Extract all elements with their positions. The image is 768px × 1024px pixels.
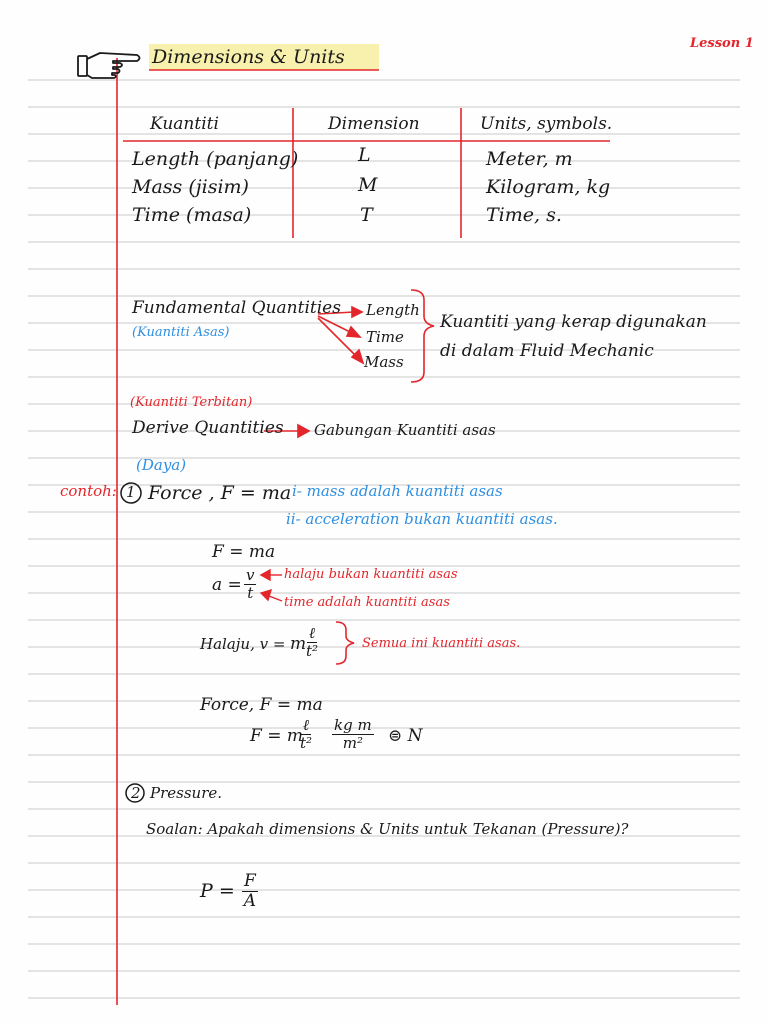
p-numerator: F xyxy=(244,871,256,891)
p-fraction xyxy=(242,873,258,910)
halaju-lhs: Halaju, v = xyxy=(200,635,286,653)
table-row-quantity: Length (panjang) xyxy=(132,148,299,170)
table-row-quantity: Mass (jisim) xyxy=(132,176,249,198)
question-text: Soalan: Apakah dimensions & Units untuk Tekanan (Pressure)? xyxy=(146,820,629,838)
item1-text: Force , F = ma xyxy=(148,482,292,504)
unit-denominator: m² xyxy=(342,734,363,752)
fundamental-note-line1: Kuantiti yang kerap digunakan xyxy=(440,312,707,332)
f-equation: F = ma xyxy=(212,542,276,562)
note-ii: ii- acceleration bukan kuantiti asas. xyxy=(286,510,558,528)
p-denominator: A xyxy=(243,891,257,911)
force-denominator: t² xyxy=(300,734,313,752)
semua-note: Semua ini kuantiti asas. xyxy=(362,636,521,651)
fundamental-item-length: Length xyxy=(366,301,420,319)
unit-numerator: kg m xyxy=(334,716,372,734)
table-header-units: Units, symbols. xyxy=(480,114,613,134)
item2-number: 2 xyxy=(131,784,141,802)
force-line: Force, F = ma xyxy=(200,695,323,715)
brace-semua xyxy=(336,622,354,664)
force-fraction xyxy=(300,718,312,751)
table-row-unit: Meter, m xyxy=(486,148,573,170)
pointing-hand-icon xyxy=(78,53,140,78)
derive-label-malay: (Kuantiti Terbitan) xyxy=(130,395,253,410)
force-numerator: ℓ xyxy=(302,716,310,734)
a-numerator: v xyxy=(246,566,255,584)
force-f: F = m xyxy=(250,726,303,746)
table-row-dimension: T xyxy=(360,204,373,226)
fundamental-note-line2: di dalam Fluid Mechanic xyxy=(440,341,654,361)
fundamental-item-mass: Mass xyxy=(364,353,404,371)
velocity-arrows xyxy=(261,570,282,601)
derive-target: Gabungan Kuantiti asas xyxy=(314,421,496,439)
fundamental-label: Fundamental Quantities xyxy=(132,298,341,318)
fundamental-label-malay: (Kuantiti Asas) xyxy=(132,325,230,340)
table-header-quantity: Kuantiti xyxy=(150,114,219,134)
item2-text: Pressure. xyxy=(150,784,223,802)
velocity-note: halaju bukan kuantiti asas xyxy=(284,567,458,582)
halaju-numerator: ℓ xyxy=(308,624,316,642)
equivalent-unit: ⊜ N xyxy=(388,726,423,746)
table-row-dimension: L xyxy=(358,144,371,166)
time-note: time adalah kuantiti asas xyxy=(284,595,450,610)
table-row-unit: Kilogram, kg xyxy=(486,176,611,198)
table-row-unit: Time, s. xyxy=(486,204,562,226)
a-equation-lhs: a = xyxy=(212,575,242,595)
halaju-m: m xyxy=(290,634,307,654)
a-denominator: t xyxy=(247,584,254,602)
page-title: Dimensions & Units xyxy=(152,46,345,68)
table-row-dimension: M xyxy=(358,174,378,196)
contoh-label: contoh: xyxy=(60,482,117,500)
a-fraction xyxy=(244,568,256,601)
unit-fraction xyxy=(332,718,374,751)
note-i: i- mass adalah kuantiti asas xyxy=(292,482,503,500)
daya-label: (Daya) xyxy=(136,456,187,474)
halaju-fraction xyxy=(306,626,318,659)
derive-label: Derive Quantities xyxy=(132,418,284,438)
table-row-quantity: Time (masa) xyxy=(132,204,252,226)
lesson-tag: Lesson 1 xyxy=(690,36,754,51)
fundamental-item-time: Time xyxy=(366,328,404,346)
table-header-dimension: Dimension xyxy=(328,114,420,134)
item1-number: 1 xyxy=(126,483,136,501)
p-equation-lhs: P = xyxy=(200,880,235,902)
halaju-denominator: t² xyxy=(306,642,319,660)
